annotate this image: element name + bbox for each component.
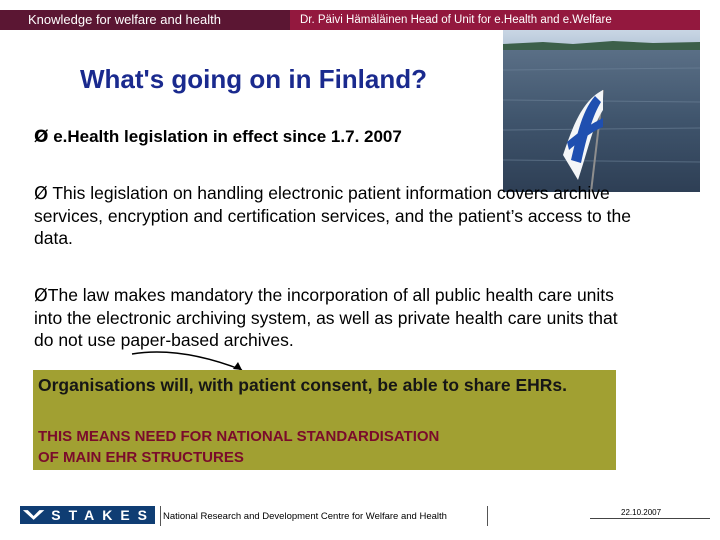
bullet-2 (34, 182, 634, 249)
header-right-text: Dr. Päivi Hämäläinen Head of Unit for e.Health and e.Welfare (300, 14, 612, 26)
page-title: What's going on in Finland? (80, 64, 428, 94)
callout-emphasis-line-1: THIS MEANS NEED FOR NATIONAL STANDARDISATION (38, 428, 440, 445)
bullet-3-text: The law makes mandatory the incorporation of all public health care units into the electronic archiving system, as well as private health care units that do not use paper-based archives. (34, 285, 618, 350)
callout-emphasis-line-2: OF MAIN EHR STRUCTURES (38, 449, 244, 466)
bullet-2-text: This legislation on handling electronic patient information covers archive services, encryption and certification services, and the patient’s access to the data. (34, 183, 631, 248)
finnish-flag-photo (503, 30, 700, 192)
bullet-3 (34, 284, 634, 351)
stakes-emblem-icon (20, 506, 47, 524)
header-left-banner (0, 10, 290, 30)
finnish-flag-photo-image (503, 30, 700, 192)
header-left-text: Knowledge for welfare and health (28, 12, 221, 27)
footer-rule (590, 518, 710, 519)
callout-emphasis (38, 426, 439, 468)
header-right-banner (290, 10, 700, 30)
bullet-arrow-icon: Ø (34, 127, 49, 147)
bullet-arrow-icon: Ø (34, 286, 48, 306)
callout-headline: Organisations will, with patient consent, be able to share EHRs. (38, 375, 567, 395)
bullet-arrow-icon: Ø (34, 184, 48, 204)
footer-organisation: National Research and Development Centre for Welfare and Health (163, 511, 447, 522)
bullet-1 (34, 127, 402, 147)
stakes-logo-text: STAKES (51, 507, 155, 523)
footer-date: 22.10.2007 (621, 508, 662, 517)
stakes-logo (20, 506, 155, 524)
bullet-1-text: e.Health legislation in effect since 1.7. 2007 (53, 127, 402, 146)
